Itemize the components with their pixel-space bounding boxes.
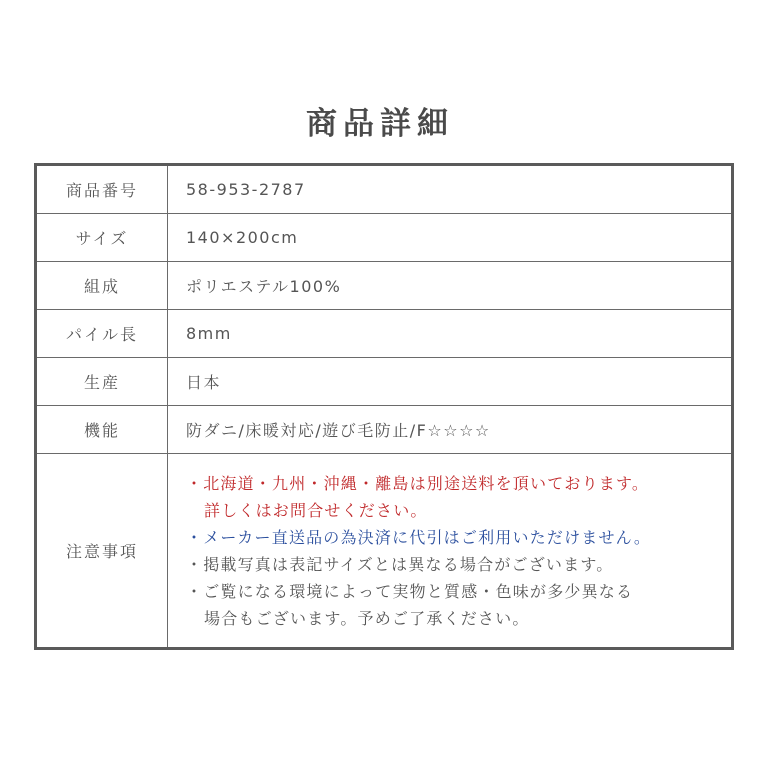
note-line-display-env-cont: 場合もございます。予めご了承ください。: [204, 608, 530, 628]
product-detail-table: [34, 163, 734, 650]
table-row-pile-length: [36, 310, 733, 358]
row-value: 防ダニ/床暖対応/遊び毛防止/F☆☆☆☆: [168, 406, 733, 454]
row-value: 58-953-2787: [168, 165, 733, 214]
row-label: 機能: [36, 406, 168, 454]
row-label: 組成: [36, 262, 168, 310]
note-line-shipping-contact: 詳しくはお問合せください。: [204, 500, 428, 520]
row-label: サイズ: [36, 214, 168, 262]
note-line-shipping: ・北海道・九州・沖縄・離島は別途送料を頂いております。: [186, 473, 650, 493]
note-line-display-env: ・ご覧になる環境によって実物と質感・色味が多少異なる: [186, 581, 634, 601]
note-line-cod: ・メーカー直送品の為決済に代引はご利用いただけません。: [186, 527, 652, 547]
table-row-production: [36, 358, 733, 406]
table-row-size: [36, 214, 733, 262]
notes-label: 注意事項: [36, 454, 168, 649]
table-row-product-number: [36, 165, 733, 214]
row-label: 生産: [36, 358, 168, 406]
table-row-notes: [36, 454, 733, 649]
row-label: 商品番号: [36, 165, 168, 214]
notes-content: [168, 454, 733, 649]
row-label: パイル長: [36, 310, 168, 358]
row-value: ポリエステル100%: [168, 262, 733, 310]
table-row-function: [36, 406, 733, 454]
note-line-photo-size: ・掲載写真は表記サイズとは異なる場合がございます。: [186, 554, 614, 574]
table-row-composition: [36, 262, 733, 310]
row-value: 日本: [168, 358, 733, 406]
row-value: 8mm: [168, 310, 733, 358]
row-value: 140×200cm: [168, 214, 733, 262]
page-title: 商品詳細: [306, 106, 454, 142]
